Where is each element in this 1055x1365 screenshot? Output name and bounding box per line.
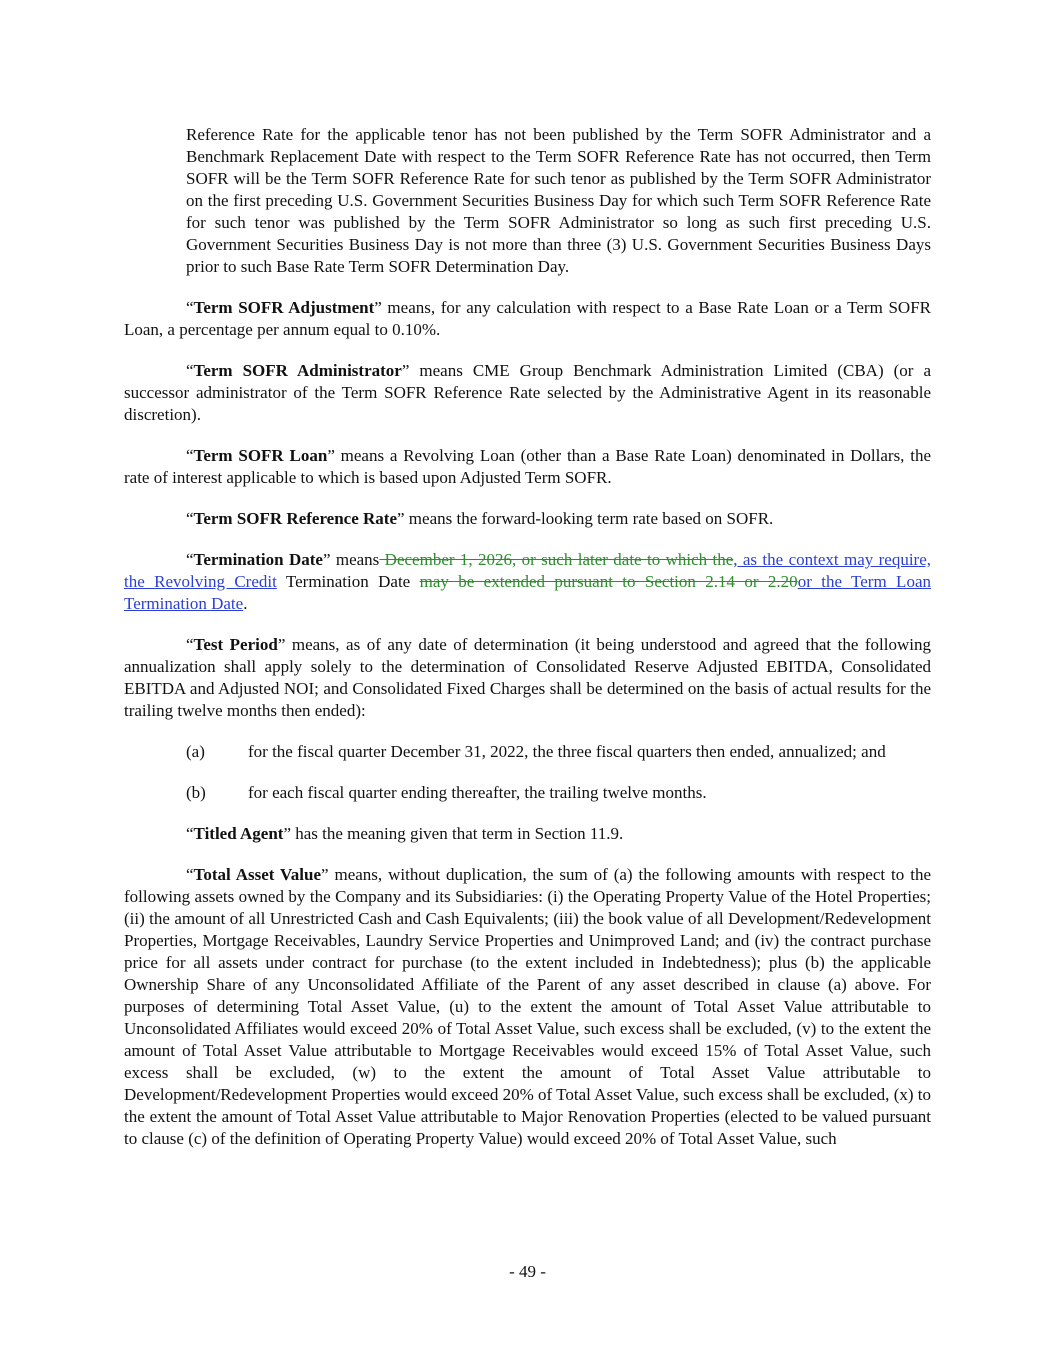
definition-text: ” means, for any calculation with respect to a Base Rate Loan or a Term SOFR Loan, a percentage per annum equal to 0.10%. [124, 298, 931, 339]
clause-b [186, 782, 931, 804]
definition-total-asset-value [124, 864, 931, 1150]
definition-text: ” means a Revolving Loan (other than a Base Rate Loan) denominated in Dollars, the rate of interest applicable to which is based upon Adjusted Term SOFR. [124, 446, 931, 487]
deleted-text: may be extended pursuant to Section 2.14 or 2.20 [419, 572, 798, 591]
document-body [124, 124, 931, 1150]
inserted-text: or the Term Loan Termination Date [124, 572, 931, 613]
definition-term-sofr-loan [124, 445, 931, 489]
definition-text: ” means, without duplication, the sum of (a) the following amounts with respect to the following assets owned by the Company and its Subsidiaries: (i) the Operating Property Value of the Hotel Properties; (ii) the amount of all Unrestricted Cash and Cash Equivalents; (iii) the book value of all Development/Redevelopment Properties, Mortgage Receivables, Laundry Service Properties and Unimproved Land; and (iv) the contract purchase price for all assets under contract for purchase (to the extent included in Indebtedness); plus (b) the applicable Ownership Share of any Unconsolidated Affiliate of the Parent of any asset described in clause (a) above. For purposes of determining Total Asset Value, (u) to the extent the amount of Total Asset Value attributable to Unconsolidated Affiliates would exceed 20% of Total Asset Value, such excess shall be excluded, (v) to the extent the amount of Total Asset Value attributable to Mortgage Receivables would exceed 15% of Total Asset Value, such excess shall be excluded, (w) to the extent the amount of Total Asset Value attributable to Development/Redevelopment Properties would exceed 20% of Total Asset Value, such excess shall be excluded, (x) to the extent the amount of Total Asset Value attributable to Major Renovation Properties (elected to be valued pursuant to clause (c) of the definition of Operating Property Value) would exceed 20% of Total Asset Value, such [124, 865, 931, 1148]
inserted-text: , as the context may require, the Revolving Credit [124, 550, 932, 591]
defined-term: Term SOFR Adjustment [193, 298, 375, 317]
clause-text: for each fiscal quarter ending thereafter, the trailing twelve months. [248, 783, 707, 802]
definition-text: ” means the forward-looking term rate based on SOFR. [397, 509, 774, 528]
defined-term: Termination Date [193, 550, 323, 569]
definition-text: ” means [322, 550, 380, 569]
definition-text: . [243, 594, 248, 613]
open-quote: “ [186, 550, 194, 569]
definition-text: Termination Date [276, 572, 420, 591]
definition-titled-agent [124, 823, 931, 845]
continued-paragraph: Reference Rate for the applicable tenor has not been published by the Term SOFR Administrator and a Benchmark Replacement Date with respect to the Term SOFR Reference Rate has not occurred, then Term SOFR will be the Term SOFR Reference Rate for such tenor as published by the Term SOFR Administrator on the first preceding U.S. Government Securities Business Day for which such Term SOFR Reference Rate for such tenor was published by the Term SOFR Administrator so long as such first preceding U.S. Government Securities Business Day is not more than three (3) U.S. Government Securities Business Days prior to such Base Rate Term SOFR Determination Day. [186, 125, 931, 276]
clause-label: (b) [186, 783, 206, 802]
defined-term: Titled Agent [193, 824, 284, 843]
clause-a [186, 741, 931, 763]
clause-text: for the fiscal quarter December 31, 2022, the three fiscal quarters then ended, annualized; and [248, 742, 886, 761]
defined-term: Term SOFR Administrator [193, 361, 402, 380]
defined-term: Term SOFR Reference Rate [193, 509, 398, 528]
page-number: - 49 - [509, 1262, 546, 1281]
definition-test-period [124, 634, 931, 722]
open-quote: “ [186, 824, 194, 843]
definition-term-sofr-adjustment [124, 297, 931, 341]
open-quote: “ [186, 635, 194, 654]
open-quote: “ [186, 865, 194, 884]
defined-term: Total Asset Value [193, 865, 321, 884]
defined-term: Test Period [193, 635, 278, 654]
definition-term-sofr-reference-rate [124, 508, 931, 530]
definition-text: ” has the meaning given that term in Section 11.9. [283, 824, 624, 843]
open-quote: “ [186, 298, 194, 317]
open-quote: “ [186, 509, 194, 528]
definition-term-sofr-administrator [124, 360, 931, 426]
definition-termination-date [124, 549, 931, 615]
deleted-text: December 1, 2026, or such later date to which the [379, 550, 734, 569]
defined-term: Term SOFR Loan [193, 446, 328, 465]
open-quote: “ [186, 361, 194, 380]
open-quote: “ [186, 446, 194, 465]
definition-text: ” means CME Group Benchmark Administration Limited (CBA) (or a successor administrator of the Term SOFR Reference Rate selected by the Administrative Agent in its reasonable discretion). [124, 361, 931, 424]
definition-text: ” means, as of any date of determination (it being understood and agreed that the following annualization shall apply solely to the determination of Consolidated Reserve Adjusted EBITDA, Consolidated EBITDA and Adjusted NOI; and Consolidated Fixed Charges shall be determined on the basis of actual results for the trailing twelve months then ended): [124, 635, 931, 720]
clause-label: (a) [186, 742, 205, 761]
